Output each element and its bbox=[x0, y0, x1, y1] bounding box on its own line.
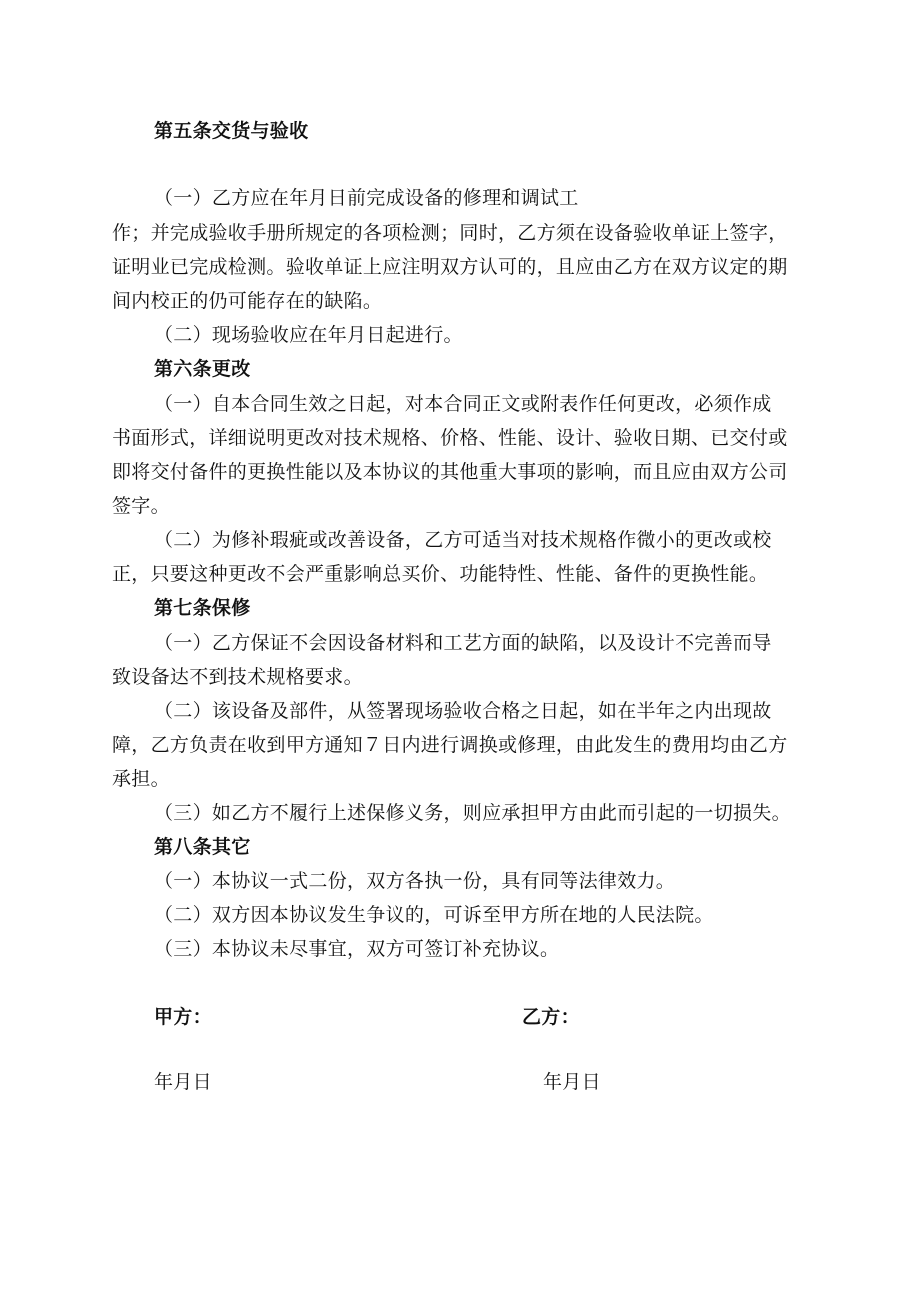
article-5-para-1-line: 作；并完成验收手册所规定的各项检测；同时，乙方须在设备验收单证上签字， bbox=[112, 222, 788, 244]
article-8-item: （三）本协议未尽事宜，双方可签订补充协议。 bbox=[154, 938, 560, 960]
article-5-para-2: （二）现场验收应在年月日起进行。 bbox=[154, 324, 463, 346]
article-8-item: （一）本协议一式二份，双方各执一份，具有同等法律效力。 bbox=[154, 870, 676, 892]
party-a-label: 甲方： bbox=[154, 1006, 212, 1028]
party-b-label: 乙方： bbox=[522, 1006, 580, 1028]
article-5-para-1-line: （一）乙方应在年月日前完成设备的修理和调试工 bbox=[154, 187, 579, 209]
article-6-para-1-line: 签字。 bbox=[112, 495, 170, 517]
article-7-para-2-line: 承担。 bbox=[112, 768, 170, 790]
article-6-para-1-line: 即将交付备件的更换性能以及本协议的其他重大事项的影响，而且应由双方公司 bbox=[112, 461, 788, 483]
article-7-para-3: （三）如乙方不履行上述保修义务，则应承担甲方由此而引起的一切损失。 bbox=[154, 802, 791, 824]
article-6-heading: 第六条更改 bbox=[154, 358, 251, 380]
article-7-para-1-line: 致设备达不到技术规格要求。 bbox=[112, 666, 363, 688]
party-b-date: 年月日 bbox=[543, 1071, 601, 1093]
article-6-para-2-line: （二）为修补瑕疵或改善设备，乙方可适当对技术规格作微小的更改或校 bbox=[154, 529, 772, 551]
article-7-para-1-line: （一）乙方保证不会因设备材料和工艺方面的缺陷，以及设计不完善而导 bbox=[154, 632, 772, 654]
article-7-heading: 第七条保修 bbox=[154, 597, 251, 619]
article-6-para-1-line: 书面形式，详细说明更改对技术规格、价格、性能、设计、验收日期、已交付或 bbox=[112, 427, 788, 449]
article-8-item: （二）双方因本协议发生争议的，可诉至甲方所在地的人民法院。 bbox=[154, 904, 714, 926]
article-5-heading: 第五条交货与验收 bbox=[154, 120, 309, 142]
article-6-para-1-line: （一）自本合同生效之日起，对本合同正文或附表作任何更改，必须作成 bbox=[154, 393, 772, 415]
article-5-para-1-line: 间内校正的仍可能存在的缺陷。 bbox=[112, 290, 383, 312]
party-a-date: 年月日 bbox=[154, 1071, 212, 1093]
article-6-para-2-line: 正，只要这种更改不会严重影响总买价、功能特性、性能、备件的更换性能。 bbox=[112, 563, 769, 585]
article-7-para-2-line: （二）该设备及部件，从签署现场验收合格之日起，如在半年之内出现故 bbox=[154, 700, 772, 722]
article-8-heading: 第八条其它 bbox=[154, 836, 251, 858]
article-7-para-2-line: 障，乙方负责在收到甲方通知７日内进行调换或修理，由此发生的费用均由乙方 bbox=[112, 734, 788, 756]
article-5-para-1-line: 证明业已完成检测。验收单证上应注明双方认可的，且应由乙方在双方议定的期 bbox=[112, 256, 788, 278]
